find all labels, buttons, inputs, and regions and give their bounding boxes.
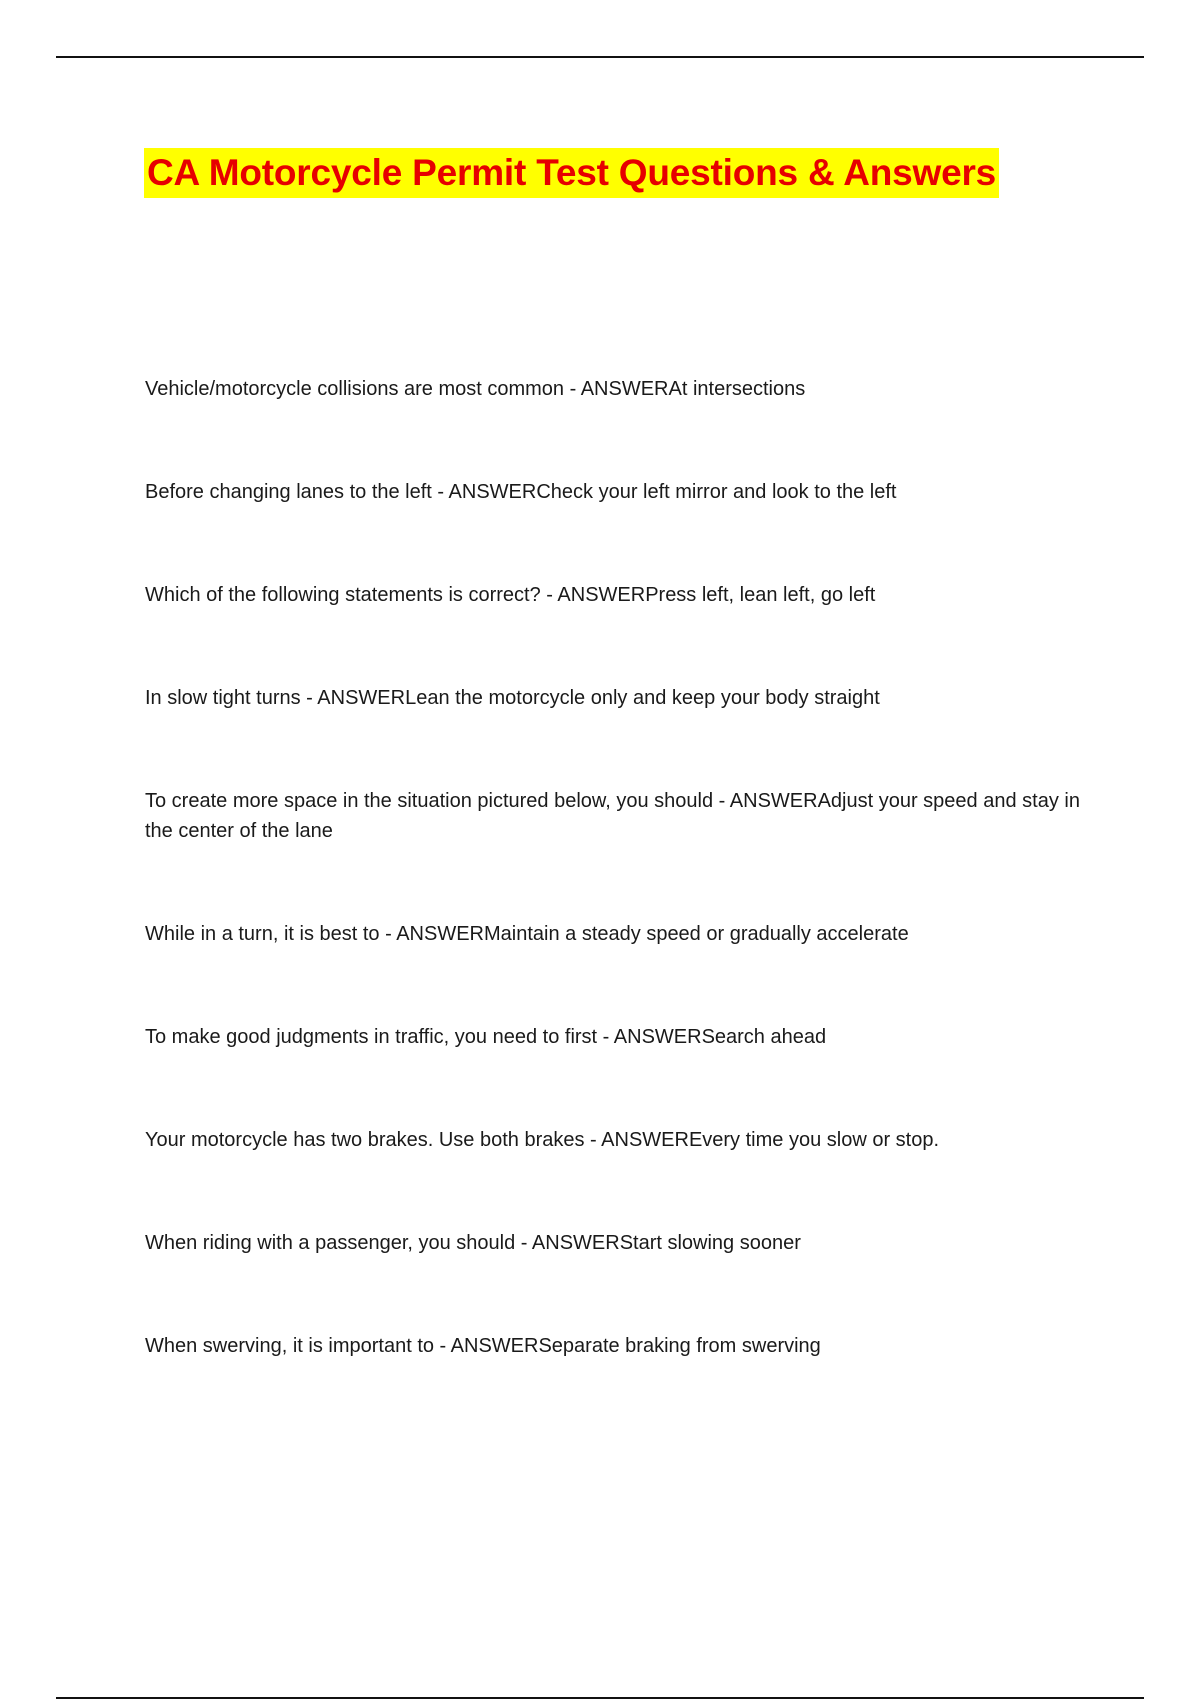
answer-text: Separate braking from swerving (538, 1335, 821, 1357)
answer-text: Search ahead (701, 1026, 827, 1048)
qa-item (145, 786, 1085, 846)
qa-item (145, 1331, 1085, 1361)
qa-item (145, 683, 1085, 713)
qa-item (145, 374, 1085, 404)
answer-text: Start slowing sooner (619, 1232, 801, 1254)
qa-item (145, 1228, 1085, 1258)
answer-text: Press left, lean left, go left (645, 584, 876, 606)
title-block (144, 148, 999, 198)
question-text: In slow tight turns (145, 687, 301, 709)
answer-separator: - ANSWER (713, 790, 818, 812)
question-text: To create more space in the situation pictured below, you should (145, 790, 714, 812)
answer-separator: - ANSWER (540, 584, 646, 606)
question-text: Before changing lanes to the left (145, 481, 432, 503)
qa-item (145, 919, 1085, 949)
qa-item (145, 1125, 1085, 1155)
header-rule (56, 56, 1144, 58)
qa-item (145, 477, 1085, 507)
answer-text: Every time you slow or stop. (688, 1129, 940, 1151)
question-text: Which of the following statements is correct? (145, 584, 541, 606)
footer-rule (56, 1697, 1144, 1699)
answer-text: Lean the motorcycle only and keep your body straight (405, 687, 880, 709)
page-title: CA Motorcycle Permit Test Questions & Answers (144, 148, 999, 198)
qa-item (145, 580, 1085, 610)
answer-separator: - ANSWER (597, 1026, 702, 1048)
question-text: To make good judgments in traffic, you need to first (145, 1026, 598, 1048)
question-text: Vehicle/motorcycle collisions are most common (145, 378, 565, 400)
question-text: While in a turn, it is best to (145, 923, 380, 945)
answer-separator: - ANSWER (564, 378, 669, 400)
answer-separator: - ANSWER (515, 1232, 620, 1254)
answer-text: Adjust your speed and stay in the center of the lane (145, 790, 1080, 842)
answer-text: Check your left mirror and look to the left (536, 481, 897, 503)
answer-separator: - ANSWER (379, 923, 484, 945)
question-text: Your motorcycle has two brakes. Use both brakes (145, 1129, 585, 1151)
answer-text: Maintain a steady speed or gradually accelerate (484, 923, 909, 945)
answer-separator: - ANSWER (434, 1335, 539, 1357)
answer-text: At intersections (668, 378, 806, 400)
question-text: When swerving, it is important to (145, 1335, 434, 1357)
answer-separator: - ANSWER (300, 687, 406, 709)
qa-item (145, 1022, 1085, 1052)
answer-separator: - ANSWER (584, 1129, 689, 1151)
question-text: When riding with a passenger, you should (145, 1232, 516, 1254)
answer-separator: - ANSWER (431, 481, 537, 503)
